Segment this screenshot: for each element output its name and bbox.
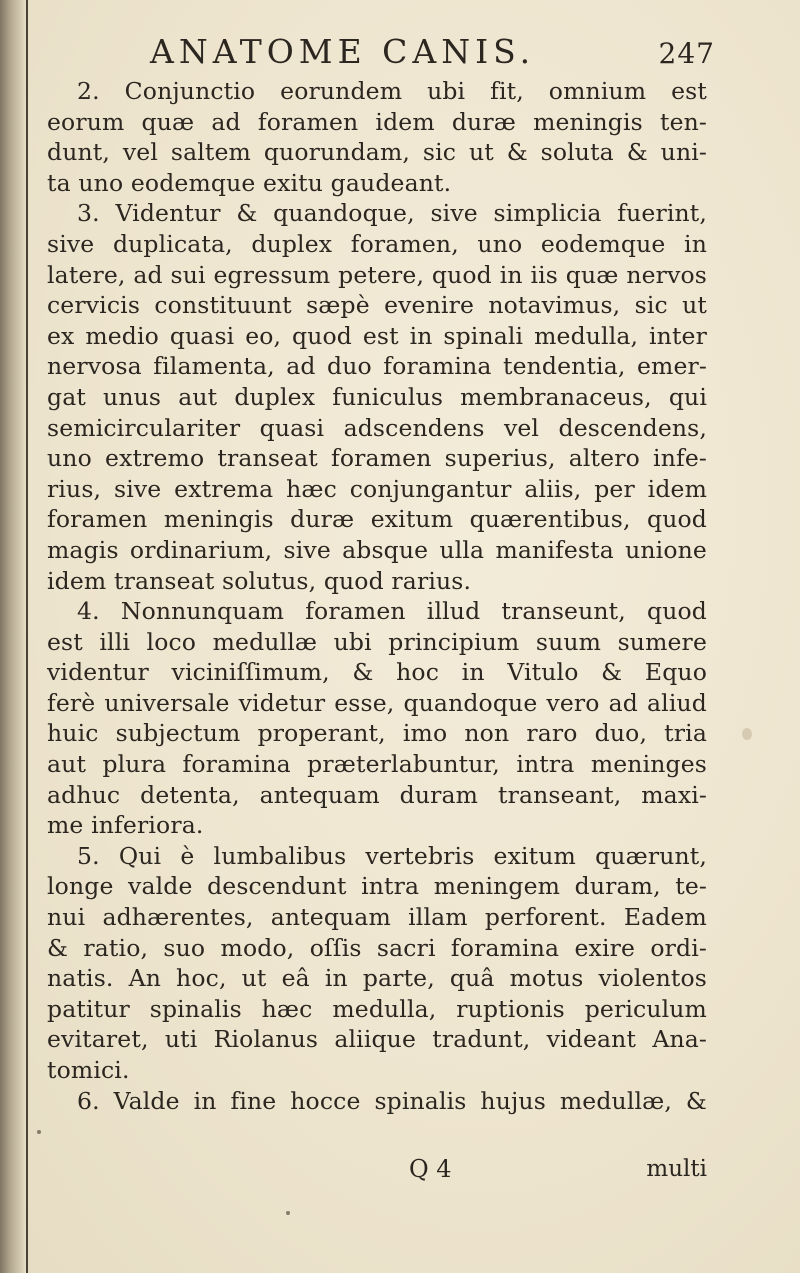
text-line: rius, sive extrema hæc conjungantur aliis, per idem <box>47 474 707 503</box>
text-line: ex medio quasi eo, quod est in spinali medulla, inter <box>47 321 707 350</box>
text-line: 3. Videntur & quandoque, sive simplicia fuerint, <box>77 199 707 228</box>
text-line: me inferiora. <box>47 811 204 840</box>
text-line: sive duplicata, duplex foramen, uno eodemque in <box>47 229 707 258</box>
text-line: idem transeat solutus, quod rarius. <box>47 566 472 595</box>
text-line: longe valde descendunt intra meningem duram, te- <box>47 872 707 901</box>
text-line: & ratio, suo modo, oſſis sacri foramina exire ordi- <box>47 933 707 962</box>
body-text <box>47 76 707 1116</box>
text-line: est illi loco medullæ ubi principium suum sumere <box>47 627 707 656</box>
text-line: eorum quæ ad foramen idem duræ meningis ten- <box>47 107 707 136</box>
text-line: magis ordinarium, sive absque ulla manifesta unione <box>47 535 707 564</box>
page-binding-shadow <box>0 0 26 1273</box>
text-line: cervicis constituunt sæpè evenire notavimus, sic ut <box>47 291 707 320</box>
text-line: 4. Nonnunquam foramen illud transeunt, quod <box>77 597 707 626</box>
paper-spot <box>286 1211 290 1215</box>
paper-spot <box>37 1130 41 1134</box>
text-line: uno extremo transeat foramen superius, altero infe- <box>47 444 707 473</box>
text-line: patitur spinalis hæc medulla, ruptionis periculum <box>47 994 707 1023</box>
text-line: gat unus aut duplex funiculus membranaceus, qui <box>47 382 707 411</box>
text-line: semicirculariter quasi adscendens vel descendens, <box>47 413 707 442</box>
text-line: aut plura foramina præterlabuntur, intra meninges <box>47 750 707 779</box>
text-line: nervosa filamenta, ad duo foramina tendentia, emer- <box>47 352 707 381</box>
text-line: 6. Valde in fine hocce spinalis hujus medullæ, & <box>77 1086 707 1115</box>
text-line: evitaret, uti Riolanus aliique tradunt, videant Ana- <box>47 1025 707 1054</box>
text-line: huic subjectum properant, imo non raro duo, tria <box>47 719 707 748</box>
text-line: natis. An hoc, ut eâ in parte, quâ motus violentos <box>47 964 707 993</box>
text-line: nui adhærentes, antequam illam perforent. Eadem <box>47 903 707 932</box>
catchword: multi <box>646 1156 707 1182</box>
text-line: dunt, vel saltem quorundam, sic ut & soluta & uni- <box>47 138 707 167</box>
text-line: tomici. <box>47 1056 130 1084</box>
page-header <box>150 32 715 72</box>
text-line: videntur viciniſſimum, & hoc in Vitulo & Equo <box>47 658 707 687</box>
text-line: ferè universale videtur esse, quandoque vero ad aliud <box>47 688 707 717</box>
signature-mark: Q 4 <box>409 1155 452 1183</box>
text-line: latere, ad sui egressum petere, quod in iis quæ nervos <box>47 260 707 289</box>
text-line: adhuc detenta, antequam duram transeant, maxi- <box>47 780 707 809</box>
text-line: 2. Conjunctio eorundem ubi fit, omnium est <box>77 77 707 105</box>
running-head: ANATOME CANIS. <box>150 32 536 71</box>
page-number: 247 <box>658 37 715 70</box>
text-line: ta uno eodemque exitu gaudeant. <box>47 168 452 197</box>
page-gutter-line <box>26 0 28 1273</box>
paper-spot <box>742 728 752 740</box>
page-footer <box>47 1152 707 1186</box>
text-line: 5. Qui è lumbalibus vertebris exitum quærunt, <box>77 841 707 870</box>
text-line: foramen meningis duræ exitum quærentibus, quod <box>47 505 707 534</box>
